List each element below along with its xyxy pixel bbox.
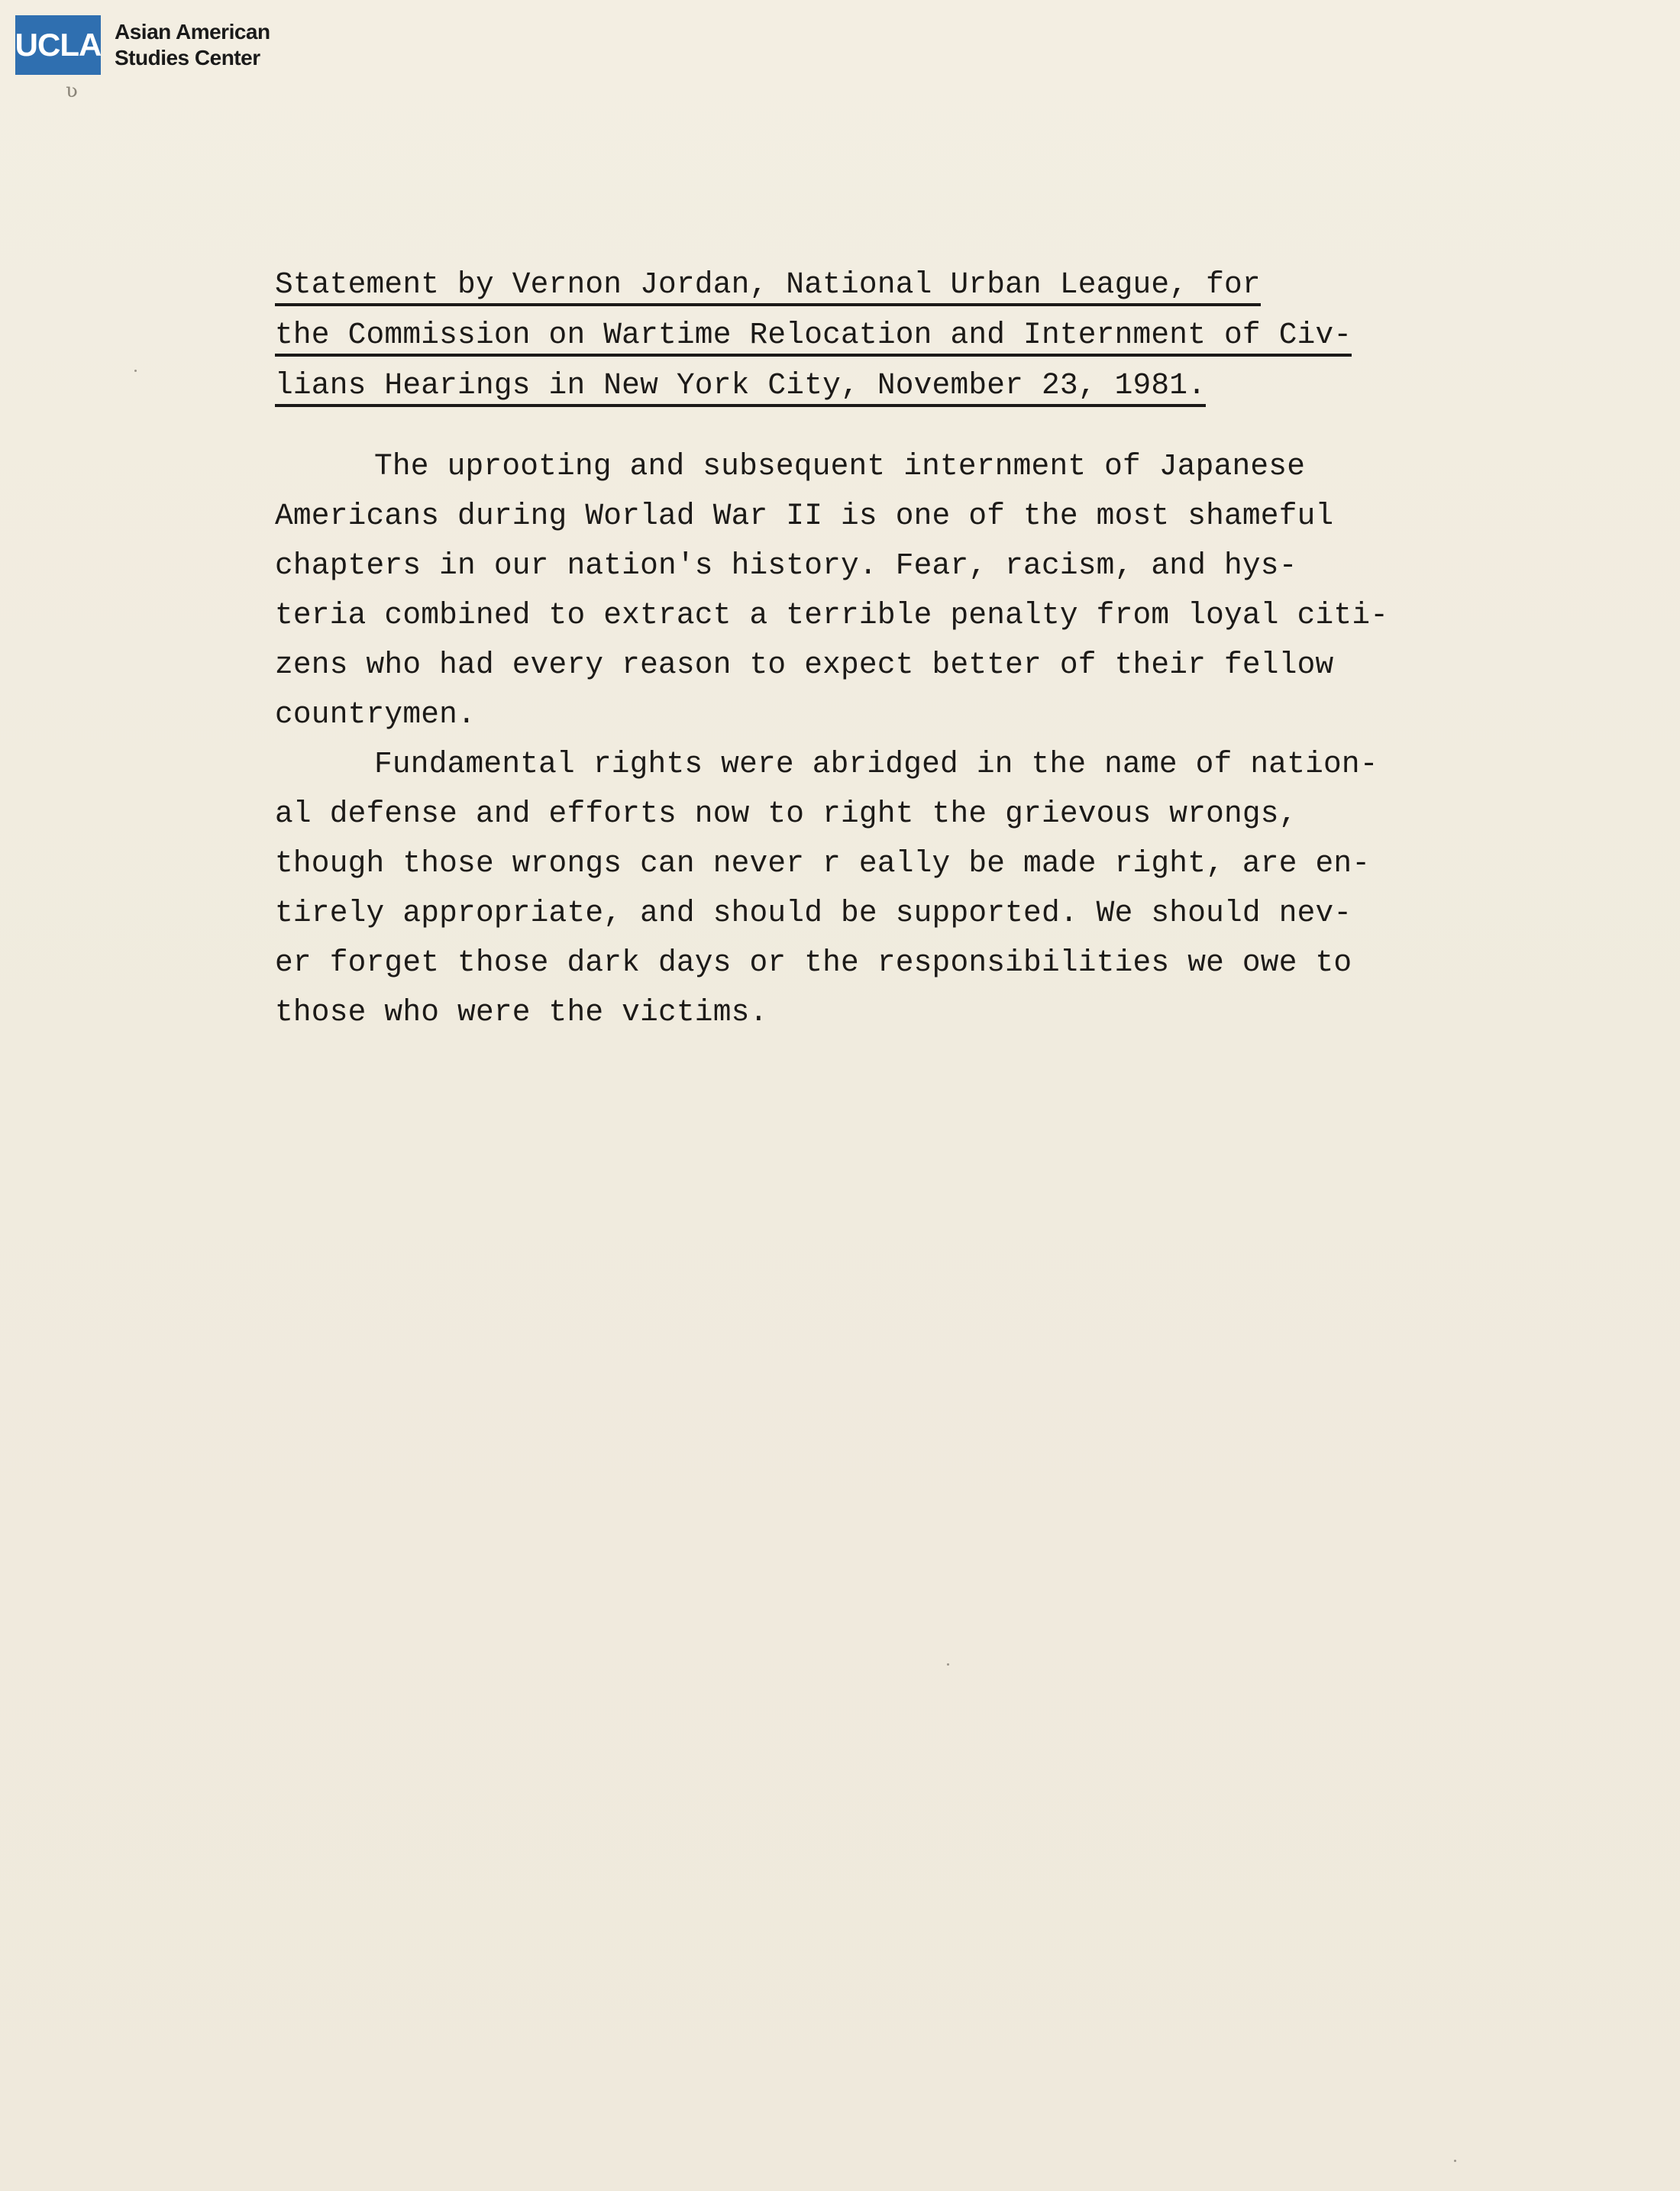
pencil-mark: ʋ	[66, 79, 78, 102]
paragraph-line: though those wrongs can never r eally be made right, are en-	[275, 846, 1371, 881]
paragraph-1	[275, 449, 1481, 747]
paragraph-line: those who were the victims.	[275, 995, 768, 1029]
ucla-logo	[15, 15, 270, 75]
paragraph-line: teria combined to extract a terrible penalty from loyal citi-	[275, 598, 1389, 632]
paper-speck	[1454, 2160, 1456, 2162]
paragraph-line: Americans during Worlad War II is one of the most shameful	[275, 499, 1334, 533]
logo-line-2: Studies Center	[115, 46, 260, 69]
paragraph-line: er forget those dark days or the responsibilities we owe to	[275, 945, 1352, 980]
paragraph-2	[275, 747, 1481, 1045]
ucla-logo-mark: UCLA	[15, 15, 101, 75]
paragraph-line: countrymen.	[275, 697, 476, 732]
paragraph-line: Fundamental rights were abridged in the name of nation-	[374, 747, 1378, 781]
paragraph-line: al defense and efforts now to right the grievous wrongs,	[275, 797, 1297, 831]
paragraph-line: The uprooting and subsequent internment of Japanese	[374, 449, 1306, 483]
paragraph-line: chapters in our nation's history. Fear, racism, and hys-	[275, 548, 1297, 583]
title-line: Statement by Vernon Jordan, National Urban League, for	[275, 267, 1481, 318]
paper-speck	[134, 370, 137, 372]
title-line: the Commission on Wartime Relocation and Internment of Civ-	[275, 318, 1481, 368]
document-body	[275, 267, 1481, 1045]
logo-line-1: Asian American	[115, 20, 270, 44]
logo-text	[115, 19, 270, 71]
paragraph-line: zens who had every reason to expect better of their fellow	[275, 648, 1334, 682]
document-title	[275, 267, 1481, 418]
paper-speck	[947, 1663, 949, 1666]
paragraph-line: tirely appropriate, and should be supported. We should nev-	[275, 896, 1352, 930]
title-line: lians Hearings in New York City, November 23, 1981.	[275, 368, 1481, 418]
